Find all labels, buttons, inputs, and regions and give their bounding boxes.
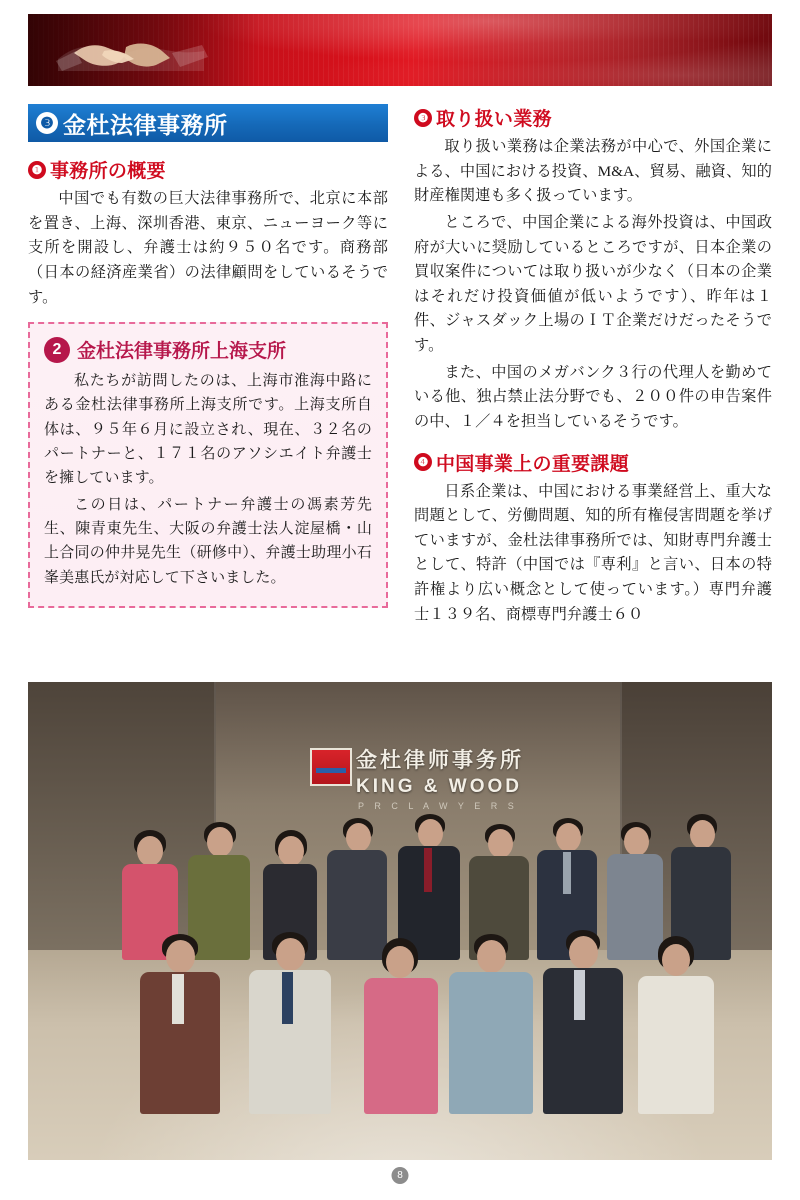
- photo-person-front-1: [136, 934, 224, 1114]
- section-number-badge: ❸: [36, 112, 58, 134]
- firm-logo-english: KING & WOOD: [356, 776, 522, 797]
- right-column: [414, 104, 772, 629]
- photo-person-front-6: [632, 936, 718, 1114]
- highlight-box: [28, 322, 388, 608]
- subsection-3-heading: [414, 104, 772, 131]
- subsection-4-number-badge: ❹: [414, 453, 432, 471]
- section-title: 金杜法律事務所: [63, 112, 228, 138]
- firm-logo-mark: [310, 748, 352, 786]
- subsection-1-paragraph-1: 中国でも有数の巨大法律事務所で、北京に本部を置き、上海、深圳香港、東京、ニューヨーク等に支所を開設し、弁護士は約９５０名です。商務部（日本の経済産業省）の法律顧問をしているそうです。: [28, 190, 388, 306]
- subsection-3-paragraph-1: 取り扱い業務は企業法務が中心で、外国企業による、中国における投資、M&A、貿易、融資、知的財産権関連も多く扱っています。: [414, 138, 772, 205]
- highlight-box-number-badge: 2: [44, 337, 70, 363]
- group-photo: [28, 682, 772, 1160]
- firm-logo: [310, 744, 540, 811]
- subsection-4-title: 中国事業上の重要課題: [436, 453, 630, 475]
- highlight-box-paragraph-2: この日は、パートナー弁護士の馮素芳先生、陳青東先生、大阪の弁護士法人淀屋橋・山上合同の仲井晃先生（研修中）、弁護士助理小石峯美惠氏が対応して下さいました。: [44, 496, 372, 586]
- subsection-1-heading: [28, 156, 388, 183]
- left-column: [28, 104, 388, 608]
- top-banner: [28, 14, 772, 86]
- highlight-box-heading: [44, 336, 372, 363]
- subsection-4-paragraph-1: 日系企業は、中国における事業経営上、重大な問題として、労働問題、知的所有権侵害問題を挙げていますが、金杜法律事務所では、知財専門弁護士として、特許（中国では『専利』と言い、日本の特許権より広い概念として使っています。）専門弁護士１３９名、商標専門弁護士６０: [414, 482, 772, 623]
- subsection-3-number-badge: ❸: [414, 109, 432, 127]
- highlight-box-title: 金杜法律事務所上海支所: [77, 341, 287, 363]
- subsection-1-number-badge: ❶: [28, 161, 46, 179]
- photo-person-front-5: [538, 930, 628, 1114]
- page-number: 8: [392, 1167, 409, 1184]
- firm-logo-english-sub: P R C L A W Y E R S: [358, 801, 518, 811]
- photo-person-front-3: [358, 938, 442, 1114]
- subsection-3-title: 取り扱い業務: [436, 109, 552, 130]
- handshake-icon: [52, 27, 212, 75]
- subsection-3-paragraph-2: ところで、中国企業による海外投資は、中国政府が大いに奨励しているところですが、日本企業の買収案件については取り扱いが少なく（日本の企業はそれだけ投資価値が低いようです）、昨年は１件、ジャスダック上場のＩＴ企業だけだったそうです。: [414, 213, 772, 354]
- highlight-box-paragraph-1: 私たちが訪問したのは、上海市淮海中路にある金杜法律事務所上海支所です。上海支所自体は、９５年６月に設立され、現在、３２名のパートナーと、１７１名のアソシエイト弁護士を擁しています。: [44, 373, 372, 487]
- photo-person-front-4: [444, 934, 536, 1114]
- subsection-3-paragraph-3: また、中国のメガバンク３行の代理人を勤めている他、独占禁止法分野でも、２００件の申告案件の中、１／４を担当しているそうです。: [414, 363, 772, 430]
- photo-person-front-2: [244, 932, 336, 1114]
- firm-logo-chinese: 金杜律师事务所: [356, 749, 524, 772]
- subsection-1-title: 事務所の概要: [50, 161, 166, 182]
- subsection-4-heading: [414, 449, 772, 476]
- section-title-bar: [28, 104, 388, 142]
- photo-scene: [28, 682, 772, 1160]
